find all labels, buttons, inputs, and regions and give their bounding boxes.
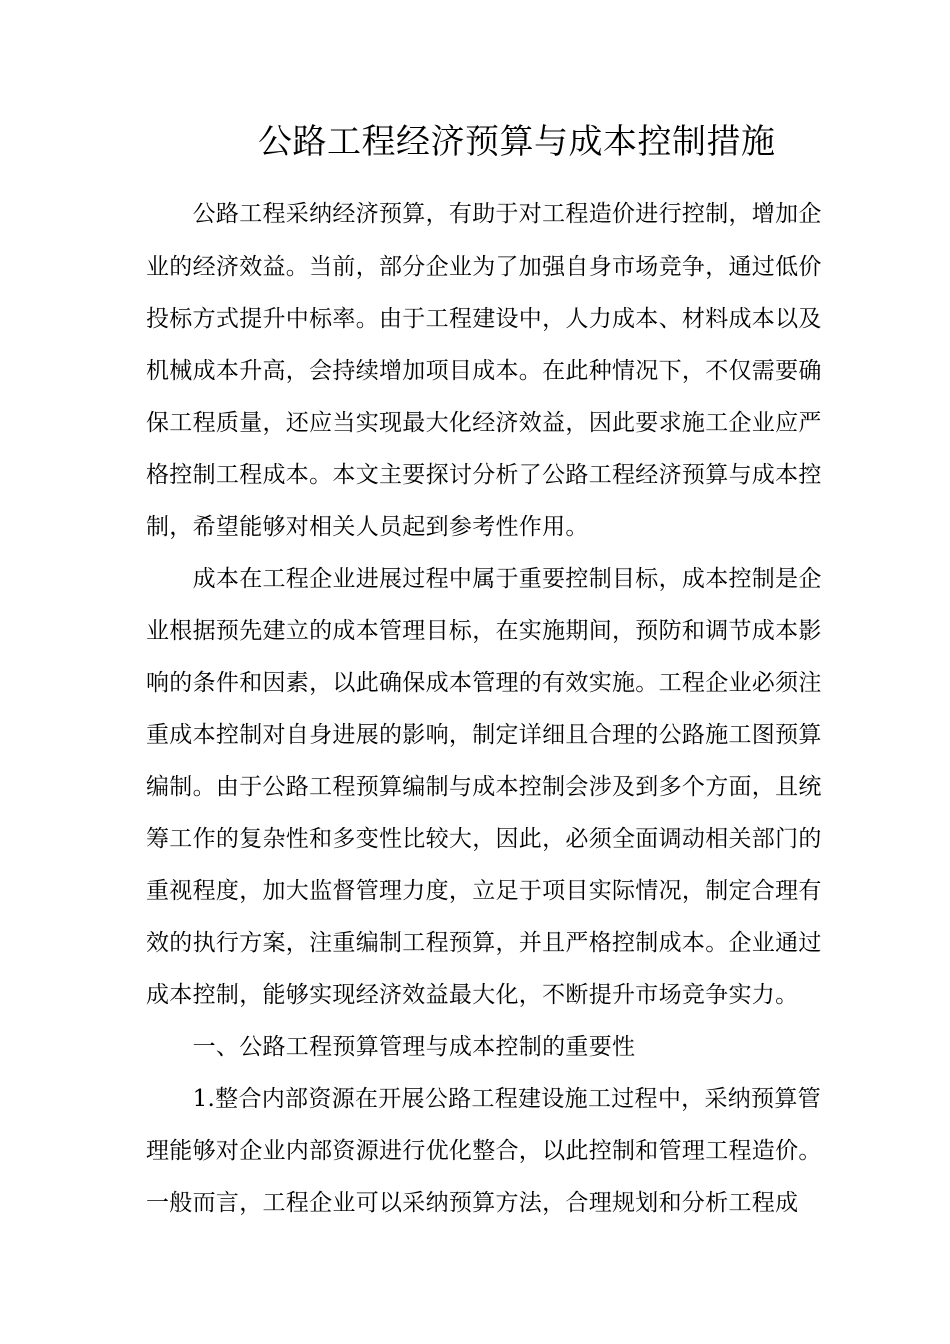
text-line: 业的经济效益。当前，部分企业为了加强自身市场竞争，通过低价 [146, 254, 822, 280]
document-title: 公路工程经济预算与成本控制措施 [258, 122, 776, 162]
text-line: 编制。由于公路工程预算编制与成本控制会涉及到多个方面，且统 [146, 774, 822, 800]
text-line: 制，希望能够对相关人员起到参考性作用。 [146, 514, 589, 540]
text-line: 业根据预先建立的成本管理目标，在实施期间，预防和调节成本影 [146, 618, 822, 644]
text-line: 格控制工程成本。本文主要探讨分析了公路工程经济预算与成本控 [146, 462, 822, 488]
text-line: 成本在工程企业进展过程中属于重要控制目标，成本控制是企 [146, 566, 822, 592]
section-heading: 一、公路工程预算管理与成本控制的重要性 [146, 1034, 636, 1060]
text-line: 筹工作的复杂性和多变性比较大，因此，必须全面调动相关部门的 [146, 826, 822, 852]
text-line: 响的条件和因素，以此确保成本管理的有效实施。工程企业必须注 [146, 670, 822, 696]
text-line: 重视程度，加大监督管理力度，立足于项目实际情况，制定合理有 [146, 878, 822, 904]
text-line: 机械成本升高，会持续增加项目成本。在此种情况下，不仅需要确 [146, 358, 822, 384]
text-line: 保工程质量，还应当实现最大化经济效益，因此要求施工企业应严 [146, 410, 822, 436]
text-line: 成本控制，能够实现经济效益最大化，不断提升市场竞争实力。 [146, 982, 799, 1008]
text-line: 效的执行方案，注重编制工程预算，并且严格控制成本。企业通过 [146, 930, 822, 956]
text-line: 理能够对企业内部资源进行优化整合，以此控制和管理工程造价。 [146, 1138, 822, 1164]
text-line: 1.整合内部资源在开展公路工程建设施工过程中，采纳预算管 [146, 1086, 821, 1112]
text-line: 一般而言，工程企业可以采纳预算方法，合理规划和分析工程成 [146, 1190, 799, 1216]
text-line: 公路工程采纳经济预算，有助于对工程造价进行控制，增加企 [146, 201, 822, 227]
text-line: 重成本控制对自身进展的影响，制定详细且合理的公路施工图预算 [146, 722, 822, 748]
text-line: 投标方式提升中标率。由于工程建设中，人力成本、材料成本以及 [146, 306, 822, 332]
